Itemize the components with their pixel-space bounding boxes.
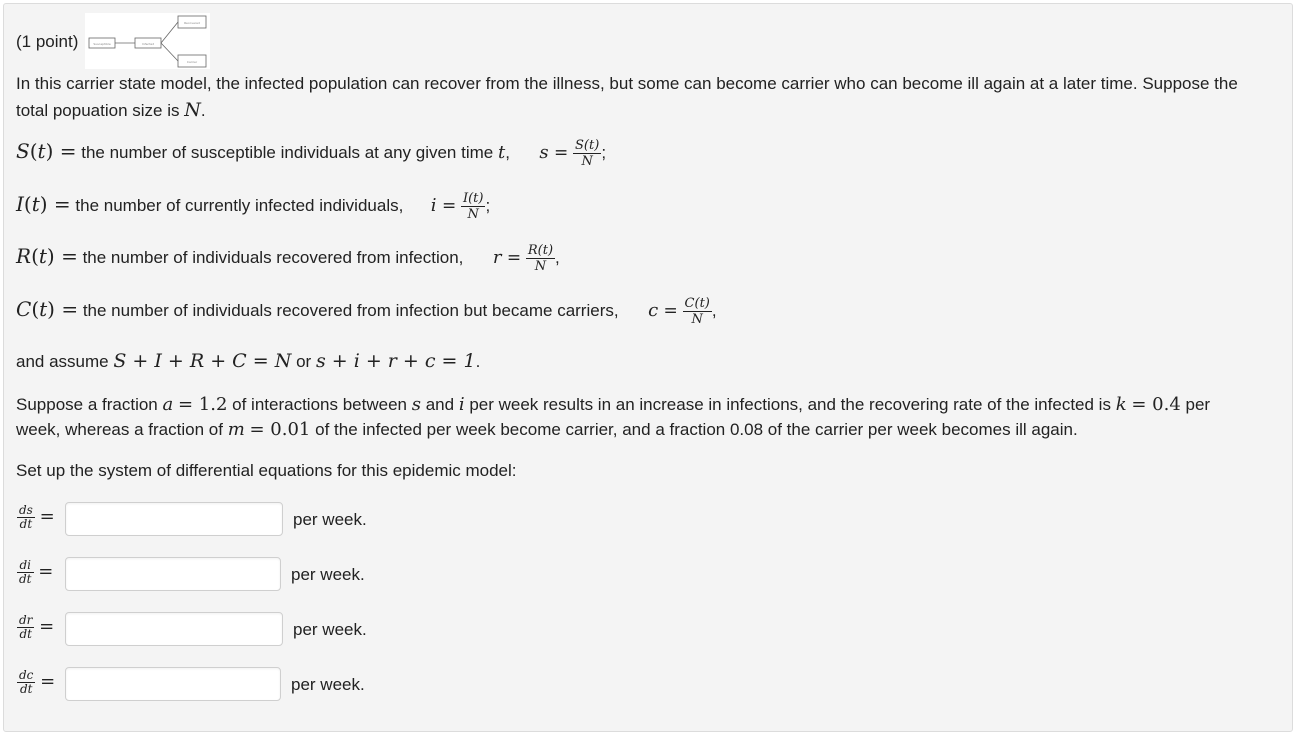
ratio-symbol: s — [539, 141, 549, 163]
diagram-label: Carrier — [186, 60, 198, 64]
intro-period: . — [200, 101, 206, 120]
ratio-symbol: r — [492, 246, 502, 268]
fn-symbol: S — [16, 138, 30, 163]
ds-dt-unit: per week. — [293, 510, 367, 529]
assumption-line: and assume S + I + R + C = N or s + i + r + c = 1. — [16, 350, 481, 372]
params-line-1: Suppose a fraction a = 1.2 of interactions between s and i per week results in an increase in infections, and the recovering rate of the infected is k = 0.4 per — [16, 394, 1211, 415]
def-carrier: C(t) = the number of individuals recovered from infection but became carriers, c = $\frac{C(t)}{N}$ , — [16, 296, 717, 327]
model-diagram-image[interactable] — [85, 13, 210, 69]
fn-symbol: C — [16, 296, 32, 321]
ratio-symbol: c — [648, 299, 659, 321]
dr-dt-label: $\frac{dr}{dt}$ = — [19, 613, 55, 641]
diagram-label: Susceptible — [93, 42, 111, 46]
def-recovered: R(t) = the number of individuals recovered from infection, r = $\frac{R(t)}{N}$ , — [16, 243, 560, 274]
def-infected: I(t) = the number of currently infected individuals, i = $\frac{I(t)}{N}$ ; — [16, 191, 491, 222]
def-text: the number of susceptible individuals at any given time — [81, 142, 494, 162]
setup-instruction: Set up the system of differential equations for this epidemic model: — [16, 461, 517, 480]
di-dt-label: $\frac{di}{dt}$ = — [19, 558, 54, 586]
a-symbol: a — [162, 394, 174, 415]
ratio-fraction: $\frac{I(t)}{N}$ — [462, 191, 484, 222]
def-text: the number of individuals recovered from infection but became carriers, — [82, 300, 619, 320]
def-text: the number of currently infected individuals, — [75, 195, 404, 215]
N-symbol: N — [184, 99, 201, 121]
ds-dt-label: $\frac{ds}{dt}$ = — [19, 503, 55, 531]
assume-equation-1: S + I + R + C = N — [113, 350, 292, 372]
assume-equation-2: s + i + r + c = 1 — [315, 350, 476, 372]
intro-line-1: In this carrier state model, the infected population can recover from the illness, but some can become carrier who can become ill again at a later time. Suppose the — [16, 74, 1238, 93]
m-value: = 0.01 — [249, 419, 311, 440]
params-line-2: week, whereas a fraction of m = 0.01 of the infected per week become carrier, and a fraction 0.08 of the carrier per week becomes ill again. — [16, 419, 1078, 440]
points-label: (1 point) — [16, 32, 79, 51]
dc-dt-input[interactable] — [65, 667, 281, 701]
ratio-fraction: $\frac{C(t)}{N}$ — [684, 296, 710, 327]
intro-text: total popuation size is — [16, 101, 180, 120]
a-value: = 1.2 — [177, 394, 228, 415]
assume-or: or — [296, 352, 312, 371]
dc-dt-label: $\frac{dc}{dt}$ = — [19, 668, 56, 696]
m-symbol: m — [227, 419, 245, 440]
dr-dt-unit: per week. — [293, 620, 367, 639]
ratio-fraction: $\frac{S(t)}{N}$ — [575, 138, 600, 169]
time-var: t — [497, 141, 506, 163]
ds-dt-input[interactable] — [65, 502, 283, 536]
assume-text: and assume — [16, 352, 109, 371]
di-dt-input[interactable] — [65, 557, 281, 591]
ratio-symbol: i — [430, 194, 437, 216]
diagram-label: Infected — [141, 42, 155, 46]
fn-symbol: I — [16, 191, 24, 216]
dr-dt-input[interactable] — [65, 612, 283, 646]
def-text: the number of individuals recovered from infection, — [82, 247, 464, 267]
k-symbol: k — [1115, 394, 1127, 415]
dc-dt-unit: per week. — [291, 675, 365, 694]
fn-symbol: R — [16, 243, 32, 268]
ratio-fraction: $\frac{R(t)}{N}$ — [527, 243, 554, 274]
k-value: = 0.4 — [1131, 394, 1181, 415]
diagram-label: Recovered — [184, 21, 200, 25]
intro-line-2 — [16, 99, 206, 121]
di-dt-unit: per week. — [291, 565, 365, 584]
def-susceptible: S(t) = the number of susceptible individuals at any given time t, s = $\frac{S(t)}{N}$ ; — [16, 138, 607, 169]
